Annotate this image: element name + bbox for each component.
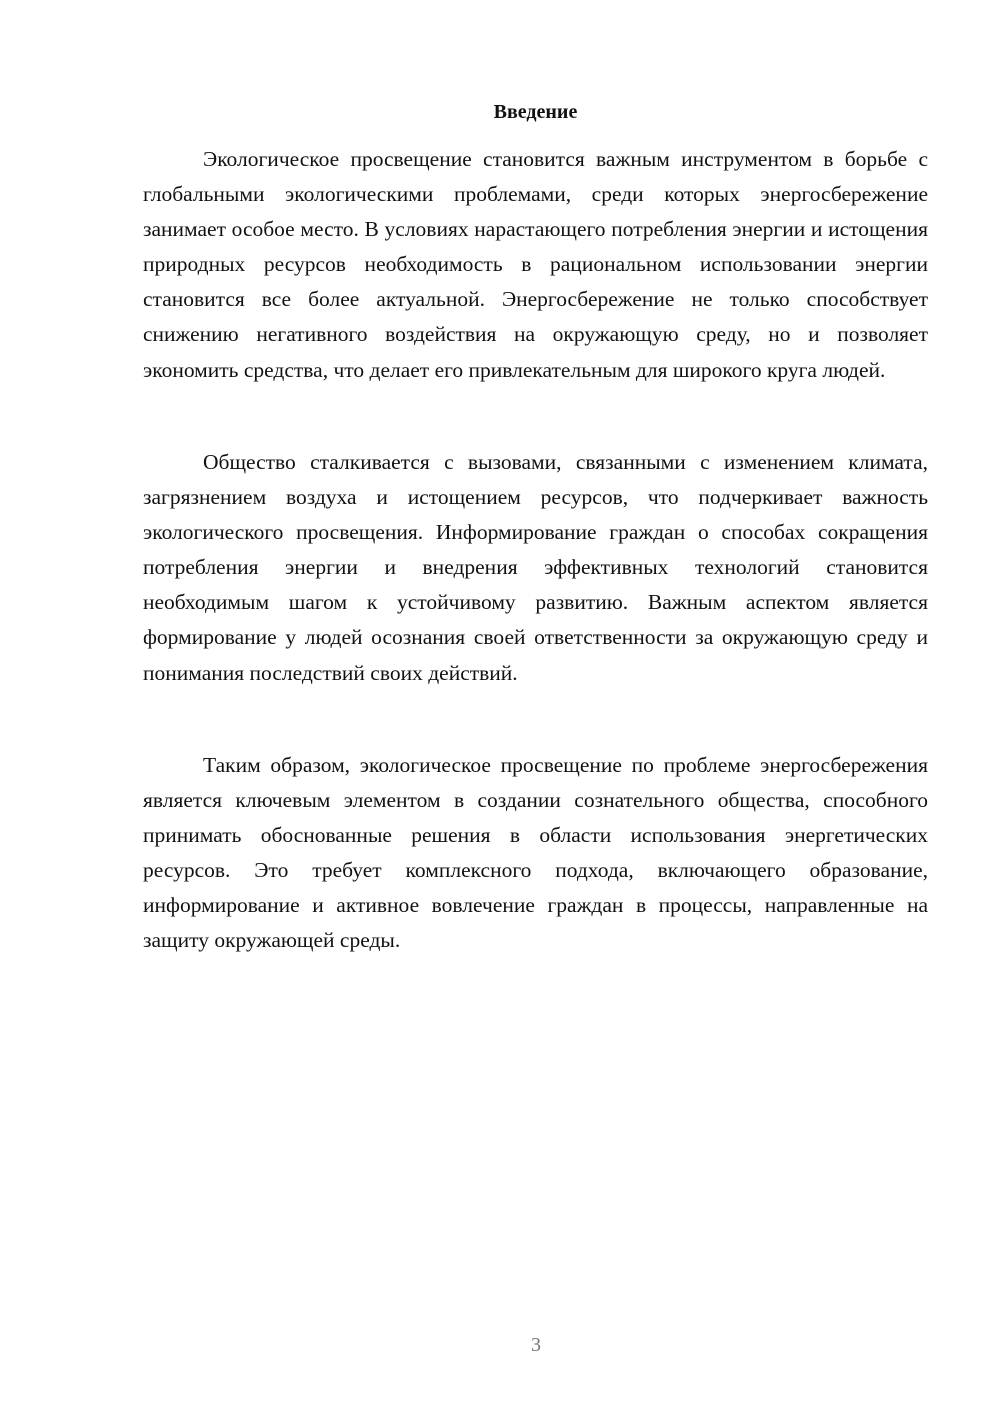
paragraph-3: Таким образом, экологическое просвещение по проблеме энергосбережения является ключевым элементом в создании сознательного общества, способного принимать обоснованные решения в области использования энергетических ресурсов. Это требует комплексного подхода, включающего образование, информирование и активное вовлечение граждан в процессы, направленные на защиту окружающей среды. bbox=[143, 753, 928, 953]
paragraph-1: Экологическое просвещение становится важным инструментом в борьбе с глобальными экологическими проблемами, среди которых энергосбережение занимает особое место. В условиях нарастающего потребления энергии и истощения природных ресурсов необходимость в рациональном использовании энергии становится все более актуальной. Энергосбережение не только способствует снижению негативного воздействия на окружающую среду, но и позволяет экономить средства, что делает его привлекательным для широкого круга людей. bbox=[143, 147, 928, 382]
page-number: 3 bbox=[531, 1334, 541, 1356]
page-title: Введение bbox=[493, 101, 578, 123]
paragraph-2: Общество сталкивается с вызовами, связанными с изменением климата, загрязнением воздуха и истощением ресурсов, что подчеркивает важность экологического просвещения. Информирование граждан о способах сокращения потребления энергии и внедрения эффективных технологий становится необходимым шагом к устойчивому развитию. Важным аспектом является формирование у людей осознания своей ответственности за окружающую среду и понимания последствий своих действий. bbox=[143, 450, 928, 685]
